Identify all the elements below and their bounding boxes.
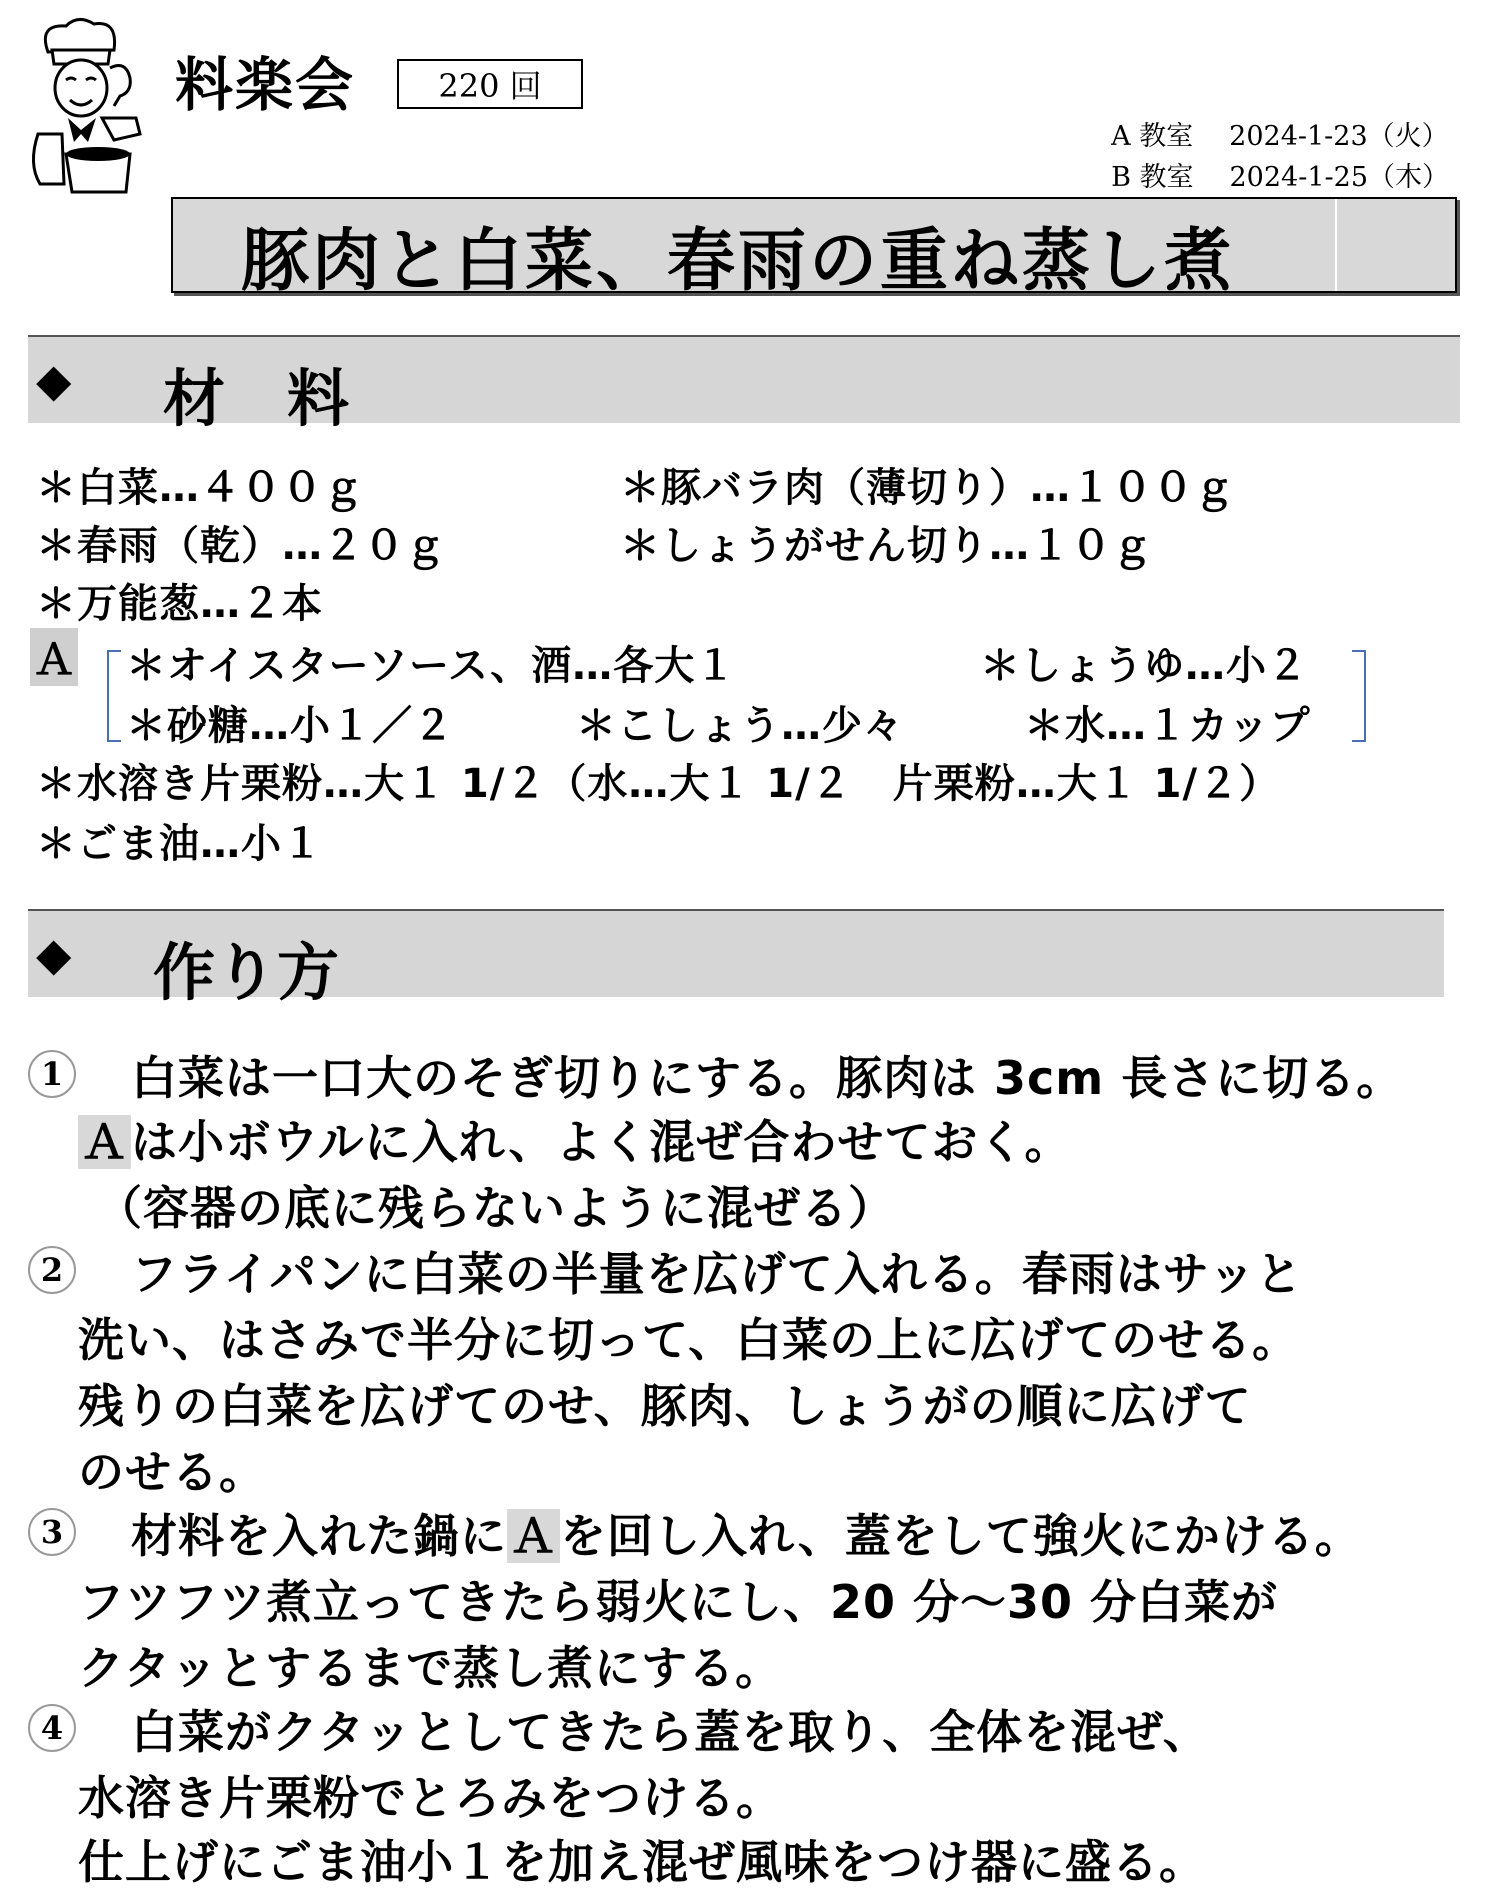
step-number: 4 [28,1704,76,1752]
ingredient-item: ＊水溶き片栗粉…大１ 1/２（水…大１ 1/２ 片栗粉…大１ 1/２） [36,761,1281,807]
title-banner-divider [1335,199,1447,291]
method-section-header [28,909,1444,1009]
bracket-right [1352,650,1366,742]
step-text: フツフツ煮立ってきたら弱火にし、20 分～30 分白菜が [78,1575,1279,1629]
class-date: 2024-1-23（火） [1229,121,1449,152]
class-row-b [1111,157,1449,198]
brand-name: 料楽会 [175,51,356,119]
sauce-a-highlight: Ａ [507,1509,560,1563]
step-text: 洗い、はさみで半分に切って、白菜の上に広げてのせる。 [78,1313,1300,1367]
step-text [84,1500,1362,1566]
sauce-a-highlight: Ａ [78,1115,131,1169]
class-row-a [1111,116,1449,157]
step-text: （容器の底に残らないように混ぜる） [96,1181,895,1235]
step-text: 水溶き片栗粉でとろみをつける。 [78,1771,783,1825]
step-text-segment: は小ボウルに入れ、よく混ぜ合わせておく。 [131,1115,1072,1169]
step-text: 白菜は一口大のそぎ切りにする。豚肉は 3cm 長さに切る。 [84,1051,1404,1105]
ingredient-item: ＊水…１カップ [1024,703,1311,749]
chef-logo-icon [18,14,150,194]
section-title: 材 料 [163,362,350,435]
ingredient-item: ＊こしょう…少々 [576,703,904,749]
step-text: 仕上げにごま油小１を加え混ぜ風味をつけ器に盛る。 [78,1835,1206,1889]
step-text: フライパンに白菜の半量を広げて入れる。春雨はサッと [84,1247,1303,1301]
step-text: 白菜がクタッとしてきたら蓋を取り、全体を混ぜ、 [84,1705,1210,1759]
step-number: 2 [28,1246,76,1294]
ingredient-item: ＊白菜…４００ｇ [36,465,364,511]
ingredient-item: ＊豚バラ肉（薄切り）…１００ｇ [620,465,1235,511]
class-room: B 教室 [1111,162,1194,193]
ingredient-item: ＊砂糖…小１／２ [126,703,454,749]
class-date: 2024-1-25（木） [1229,162,1449,193]
step-text: 残りの白菜を広げてのせ、豚肉、しょうがの順に広げて [78,1379,1252,1433]
recipe-title: 豚肉と白菜、春雨の重ね蒸し煮 [241,222,1236,301]
step-text-segment: 材料を入れた鍋に [84,1509,507,1563]
ingredients-section-header [28,335,1460,435]
class-schedule [1111,116,1449,198]
ingredient-item: ＊万能葱…２本 [36,581,323,627]
ingredient-item: ＊春雨（乾）…２０ｇ [36,523,446,569]
sauce-a-badge: Ａ [30,628,78,686]
step-number: 1 [28,1050,76,1098]
bracket-left [107,650,121,742]
issue-number-box: 220 回 [397,59,583,109]
ingredient-item: ＊ごま油…小１ [36,821,323,867]
diamond-icon: ◆ [36,927,72,981]
step-text: のせる。 [78,1445,266,1499]
step-text [78,1106,1071,1172]
step-number: 3 [28,1508,76,1556]
class-room: A 教室 [1111,121,1194,152]
diamond-icon: ◆ [36,353,72,407]
step-text-segment: を回し入れ、蓋をして強火にかける。 [560,1509,1362,1563]
ingredient-item: ＊オイスターソース、酒…各大１ [126,643,737,689]
ingredient-item: ＊しょうゆ…小２ [980,643,1308,689]
section-title: 作り方 [153,936,340,1009]
ingredient-item: ＊しょうがせん切り…１０ｇ [620,523,1153,569]
step-text: クタッとするまで蒸し煮にする。 [78,1641,783,1695]
title-banner [171,197,1457,301]
